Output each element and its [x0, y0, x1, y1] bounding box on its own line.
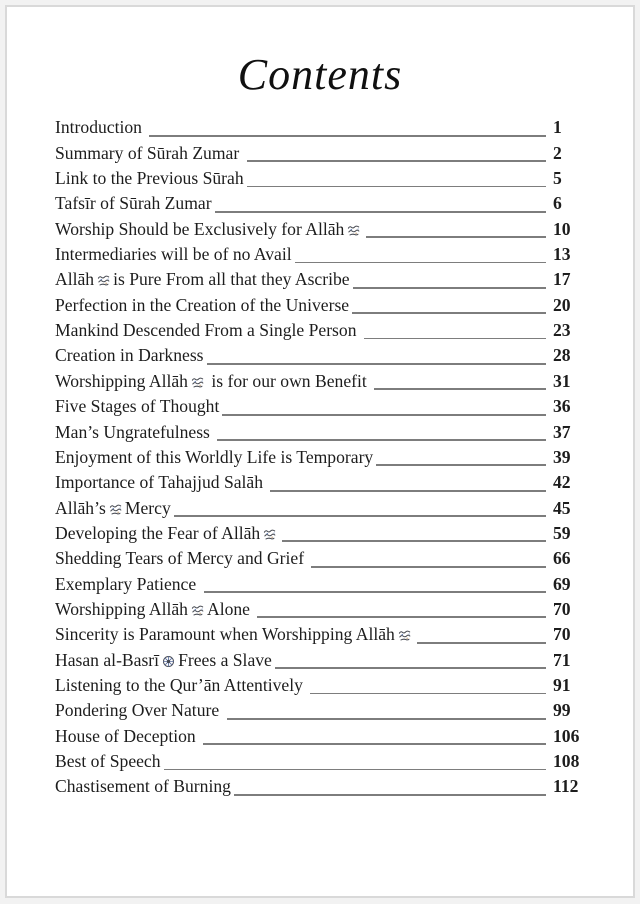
toc-leader-line: [244, 141, 546, 166]
toc-entry: [55, 597, 586, 622]
toc-entry-title: Worship Should be Exclusively for Allāh: [55, 217, 363, 242]
toc-entry: [55, 293, 586, 318]
jalla-jalaluhu-icon: [191, 604, 204, 617]
toc-entry: [55, 496, 586, 521]
toc-entry: [55, 191, 586, 216]
toc-entry-title: Developing the Fear of Allāh: [55, 521, 279, 546]
toc-entry: [55, 242, 586, 267]
toc-entry: [55, 115, 586, 140]
toc-leader-line: [200, 724, 546, 749]
toc-page-number: 42: [553, 472, 571, 493]
page-title: Contents: [237, 50, 403, 99]
toc-page-number: 66: [553, 548, 571, 569]
toc-leader-line: [363, 217, 546, 242]
toc-leader-line: [350, 267, 546, 292]
toc-entry-title: Link to the Previous Sūrah: [55, 168, 244, 189]
toc-leader-line: [146, 115, 546, 140]
toc-entry: [55, 470, 586, 495]
toc-entry-title: Worshipping Allāh is for our own Benefit: [55, 370, 372, 391]
toc-leader-line: [292, 242, 546, 267]
toc-entry-title: House of Deception: [55, 725, 201, 746]
toc-page-number: 17: [553, 269, 571, 290]
jalla-jalaluhu-icon: [191, 376, 204, 389]
toc-entry: [55, 521, 586, 546]
toc-list: [55, 115, 586, 799]
toc-entry: [55, 546, 586, 571]
toc-leader-line: [272, 648, 546, 673]
toc-page-number: 69: [553, 573, 571, 594]
toc-entry-title: Allāh is Pure From all that they Ascribe: [55, 269, 350, 290]
book-page: [5, 5, 635, 898]
toc-leader-line: [279, 521, 546, 546]
toc-entry-title: Shedding Tears of Mercy and Grief: [55, 548, 309, 569]
toc-entry-title: Summary of Sūrah Zumar: [55, 142, 244, 163]
toc-leader-line: [224, 698, 546, 723]
toc-leader-line: [171, 496, 546, 521]
toc-entry: [55, 724, 586, 749]
jalla-jalaluhu-icon: [398, 629, 411, 642]
toc-entry: [55, 343, 586, 368]
toc-entry-title: Listening to the Qur’ān Attentively: [55, 674, 308, 695]
toc-page-number: 36: [553, 396, 571, 417]
toc-entry-title: Sincerity is Paramount when Worshipping Allāh: [55, 622, 414, 647]
toc-leader-line: [161, 749, 546, 774]
toc-entry: [55, 166, 586, 191]
toc-page-number: 1: [553, 117, 562, 138]
jalla-jalaluhu-icon: [97, 274, 110, 287]
toc-page-number: 99: [553, 700, 571, 721]
toc-page-number: 6: [553, 193, 562, 214]
toc-entry-title: Five Stages of Thought: [55, 396, 220, 417]
toc-leader-line: [219, 394, 546, 419]
toc-leader-line: [361, 318, 546, 343]
toc-entry-title: Exemplary Patience: [55, 573, 201, 594]
toc-entry: [55, 318, 586, 343]
jalla-jalaluhu-icon: [347, 224, 360, 237]
toc-page-number: 70: [553, 624, 571, 645]
toc-entry-title: Creation in Darkness: [55, 345, 204, 366]
toc-leader-line: [371, 369, 546, 394]
toc-entry: [55, 749, 586, 774]
jalla-jalaluhu-icon: [263, 528, 276, 541]
toc-page-number: 28: [553, 345, 571, 366]
toc-entry-title: Man’s Ungratefulness: [55, 421, 215, 442]
toc-leader-line: [373, 445, 546, 470]
toc-leader-line: [204, 343, 546, 368]
toc-page-number: 37: [553, 421, 571, 442]
toc-entry: [55, 217, 586, 242]
toc-entry: [55, 394, 586, 419]
toc-entry: [55, 445, 586, 470]
toc-entry-title: Chastisement of Burning: [55, 776, 231, 797]
toc-page-number: 106: [553, 725, 580, 746]
toc-leader-line: [244, 166, 546, 191]
toc-entry-title: Best of Speech: [55, 750, 161, 771]
toc-entry-title: Hasan al-Basrī Frees a Slave: [55, 649, 272, 670]
toc-page-number: 59: [553, 522, 571, 543]
toc-page-number: 2: [553, 142, 562, 163]
toc-entry: [55, 369, 586, 394]
toc-leader-line: [307, 673, 546, 698]
toc-entry-title: Introduction: [55, 117, 147, 138]
toc-leader-line: [212, 191, 546, 216]
toc-entry-title: Allāh’s Mercy: [55, 497, 171, 518]
toc-leader-line: [414, 622, 546, 647]
rahimahullah-icon: [162, 655, 175, 668]
toc-entry: [55, 698, 586, 723]
toc-leader-line: [254, 597, 546, 622]
toc-page-number: 70: [553, 598, 571, 619]
toc-page-number: 5: [553, 168, 562, 189]
toc-entry: [55, 622, 586, 647]
toc-page-number: 31: [553, 370, 571, 391]
toc-entry-title: Enjoyment of this Worldly Life is Temporary: [55, 446, 374, 467]
toc-leader-line: [308, 546, 546, 571]
toc-page-number: 112: [553, 776, 579, 797]
toc-entry-title: Tafsīr of Sūrah Zumar: [55, 193, 212, 214]
toc-entry-title: Importance of Tahajjud Salāh: [55, 472, 268, 493]
toc-page-number: 108: [553, 750, 580, 771]
toc-entry-title: Worshipping Allāh Alone: [55, 598, 255, 619]
toc-leader-line: [214, 420, 546, 445]
toc-page-number: 20: [553, 294, 571, 315]
toc-entry: [55, 572, 586, 597]
toc-leader-line: [201, 572, 546, 597]
toc-entry: [55, 673, 586, 698]
jalla-jalaluhu-icon: [109, 503, 122, 516]
toc-page-number: 39: [553, 446, 571, 467]
toc-page-number: 71: [553, 649, 571, 670]
toc-page-number: 13: [553, 244, 571, 265]
toc-leader-line: [231, 774, 546, 799]
toc-page-number: 10: [553, 218, 571, 239]
toc-page-number: 91: [553, 674, 571, 695]
toc-page-number: 23: [553, 320, 571, 341]
toc-leader-line: [349, 293, 546, 318]
toc-entry: [55, 648, 586, 673]
toc-entry-title: Mankind Descended From a Single Person: [55, 320, 361, 341]
toc-leader-line: [267, 470, 546, 495]
toc-entry-title: Pondering Over Nature: [55, 700, 224, 721]
toc-entry: [55, 774, 586, 799]
toc-entry-title: Intermediaries will be of no Avail: [55, 244, 292, 265]
toc-entry-title: Perfection in the Creation of the Universe: [55, 294, 350, 315]
toc-entry: [55, 267, 586, 292]
toc-entry: [55, 420, 586, 445]
toc-entry: [55, 141, 586, 166]
toc-page-number: 45: [553, 497, 571, 518]
